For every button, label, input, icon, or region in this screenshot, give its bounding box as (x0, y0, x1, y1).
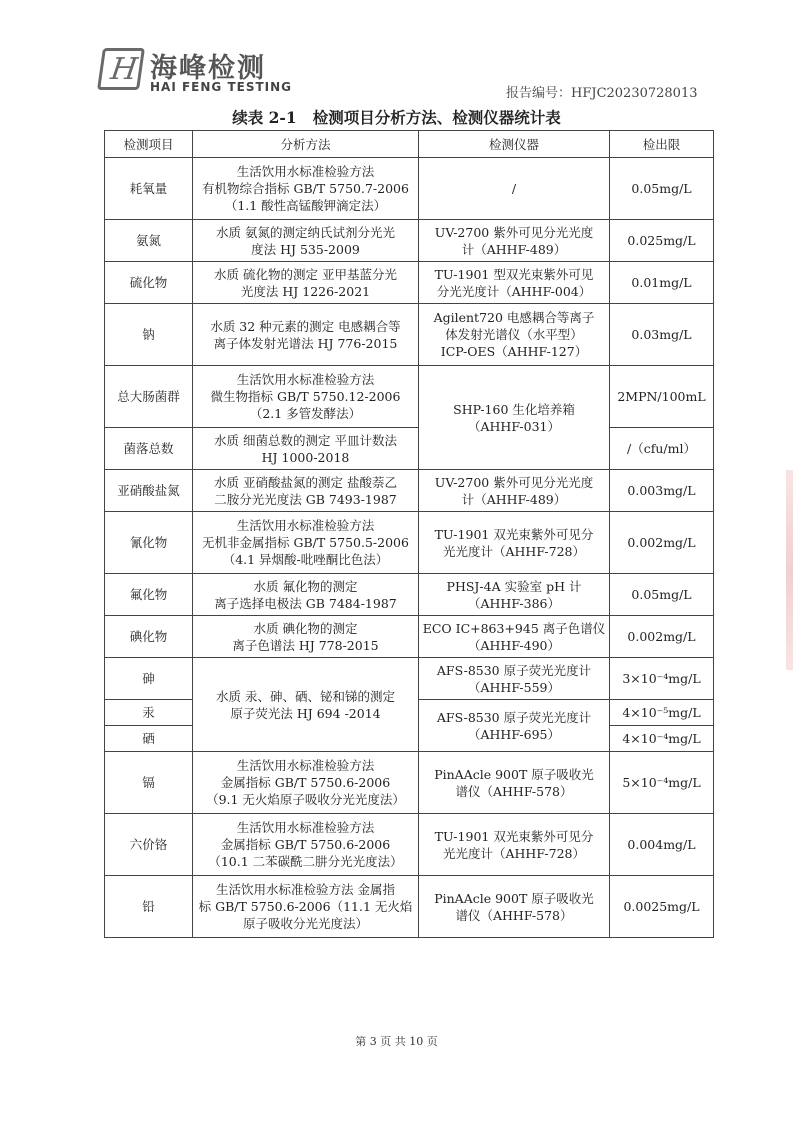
header-instrument: 检测仪器 (419, 131, 610, 158)
table-header-row (105, 131, 714, 158)
cell-item: 氨氮 (105, 220, 193, 262)
cell-instrument-shared: AFS-8530 原子荧光光度计 （AHHF-695） (419, 700, 610, 752)
cell-limit: 2MPN/100mL (610, 366, 714, 428)
cell-item: 硒 (105, 726, 193, 752)
seal-stamp-edge (786, 470, 793, 670)
cell-instrument-shared: SHP-160 生化培养箱 （AHHF-031） (419, 366, 610, 470)
table-row (105, 574, 714, 616)
cell-limit: 0.002mg/L (610, 512, 714, 574)
cell-item: 汞 (105, 700, 193, 726)
cell-item: 氰化物 (105, 512, 193, 574)
cell-method: 水质 碘化物的测定 离子色谱法 HJ 778-2015 (193, 616, 419, 658)
cell-limit: 0.03mg/L (610, 304, 714, 366)
logo-english-name: HAI FENG TESTING (150, 80, 293, 94)
cell-limit: /（cfu/ml） (610, 428, 714, 470)
cell-limit: 0.05mg/L (610, 158, 714, 220)
table-row (105, 470, 714, 512)
table-row (105, 658, 714, 700)
cell-instrument: PinAAcle 900T 原子吸收光 谱仪（AHHF-578） (419, 752, 610, 814)
cell-method: 生活饮用水标准检验方法 金属指标 GB/T 5750.6-2006 （10.1 二苯碳酰二肼分光光度法） (193, 814, 419, 876)
cell-limit: 0.002mg/L (610, 616, 714, 658)
cell-method: 生活饮用水标准检验方法 无机非金属指标 GB/T 5750.5-2006 （4.1 异烟酸-吡唑酮比色法） (193, 512, 419, 574)
cell-instrument: PHSJ-4A 实验室 pH 计 （AHHF-386） (419, 574, 610, 616)
table-row (105, 220, 714, 262)
methods-instruments-table (104, 130, 714, 938)
table-row (105, 428, 714, 470)
cell-instrument: TU-1901 双光束紫外可见分 光光度计（AHHF-728） (419, 512, 610, 574)
cell-method-shared: 水质 汞、砷、硒、铋和锑的测定 原子荧光法 HJ 694 -2014 (193, 658, 419, 752)
cell-limit: 3×10⁻⁴mg/L (610, 658, 714, 700)
table-row (105, 876, 714, 938)
header-item: 检测项目 (105, 131, 193, 158)
cell-item: 总大肠菌群 (105, 366, 193, 428)
table-row (105, 752, 714, 814)
cell-instrument: ECO IC+863+945 离子色谱仪 （AHHF-490） (419, 616, 610, 658)
table-row (105, 814, 714, 876)
table-row (105, 512, 714, 574)
cell-item: 六价铬 (105, 814, 193, 876)
cell-method: 生活饮用水标准检验方法 金属指标 GB/T 5750.6-2006 （9.1 无火焰原子吸收分光光度法） (193, 752, 419, 814)
cell-method: 水质 硫化物的测定 亚甲基蓝分光 光度法 HJ 1226-2021 (193, 262, 419, 304)
cell-limit: 4×10⁻⁵mg/L (610, 700, 714, 726)
cell-instrument: AFS-8530 原子荧光光度计 （AHHF-559） (419, 658, 610, 700)
cell-instrument: UV-2700 紫外可见分光光度 计（AHHF-489） (419, 470, 610, 512)
cell-method: 生活饮用水标准检验方法 金属指 标 GB/T 5750.6-2006（11.1 无火焰 原子吸收分光光度法） (193, 876, 419, 938)
cell-limit: 0.025mg/L (610, 220, 714, 262)
cell-limit: 0.0025mg/L (610, 876, 714, 938)
table-row (105, 158, 714, 220)
cell-method: 水质 氨氮的测定纳氏试剂分光光 度法 HJ 535-2009 (193, 220, 419, 262)
cell-limit: 0.01mg/L (610, 262, 714, 304)
logo-chinese-name: 海峰检测 (150, 53, 266, 84)
header-method: 分析方法 (193, 131, 419, 158)
table-row (105, 304, 714, 366)
table-row (105, 262, 714, 304)
cell-item: 砷 (105, 658, 193, 700)
cell-limit: 5×10⁻⁴mg/L (610, 752, 714, 814)
table-title: 续表 2-1 检测项目分析方法、检测仪器统计表 (232, 108, 561, 127)
cell-method: 水质 32 种元素的测定 电感耦合等 离子体发射光谱法 HJ 776-2015 (193, 304, 419, 366)
table-row (105, 616, 714, 658)
cell-limit: 0.004mg/L (610, 814, 714, 876)
cell-limit: 0.003mg/L (610, 470, 714, 512)
cell-instrument: UV-2700 紫外可见分光光度 计（AHHF-489） (419, 220, 610, 262)
cell-item: 菌落总数 (105, 428, 193, 470)
company-logo (100, 48, 293, 96)
cell-method: 水质 亚硝酸盐氮的测定 盐酸萘乙 二胺分光光度法 GB 7493-1987 (193, 470, 419, 512)
logo-mark-icon: H (97, 48, 145, 90)
cell-method: 生活饮用水标准检验方法 微生物指标 GB/T 5750.12-2006 （2.1 多管发酵法） (193, 366, 419, 428)
report-number: 报告编号：HFJC20230728013 (506, 86, 698, 101)
cell-limit: 0.05mg/L (610, 574, 714, 616)
table-row (105, 366, 714, 428)
cell-item: 氟化物 (105, 574, 193, 616)
cell-method: 生活饮用水标准检验方法 有机物综合指标 GB/T 5750.7-2006 （1.1 酸性高锰酸钾滴定法） (193, 158, 419, 220)
cell-item: 碘化物 (105, 616, 193, 658)
cell-item: 耗氧量 (105, 158, 193, 220)
cell-instrument: / (419, 158, 610, 220)
header-limit: 检出限 (610, 131, 714, 158)
cell-item: 亚硝酸盐氮 (105, 470, 193, 512)
cell-instrument: PinAAcle 900T 原子吸收光 谱仪（AHHF-578） (419, 876, 610, 938)
cell-item: 铅 (105, 876, 193, 938)
cell-item: 镉 (105, 752, 193, 814)
cell-item: 钠 (105, 304, 193, 366)
cell-instrument: TU-1901 型双光束紫外可见 分光光度计（AHHF-004） (419, 262, 610, 304)
cell-method: 水质 细菌总数的测定 平皿计数法 HJ 1000-2018 (193, 428, 419, 470)
cell-method: 水质 氟化物的测定 离子选择电极法 GB 7484-1987 (193, 574, 419, 616)
page-footer: 第 3 页 共 10 页 (355, 1035, 438, 1048)
cell-item: 硫化物 (105, 262, 193, 304)
cell-instrument: TU-1901 双光束紫外可见分 光光度计（AHHF-728） (419, 814, 610, 876)
cell-limit: 4×10⁻⁴mg/L (610, 726, 714, 752)
cell-instrument: Agilent720 电感耦合等离子 体发射光谱仪（水平型） ICP-OES（AHHF-127） (419, 304, 610, 366)
